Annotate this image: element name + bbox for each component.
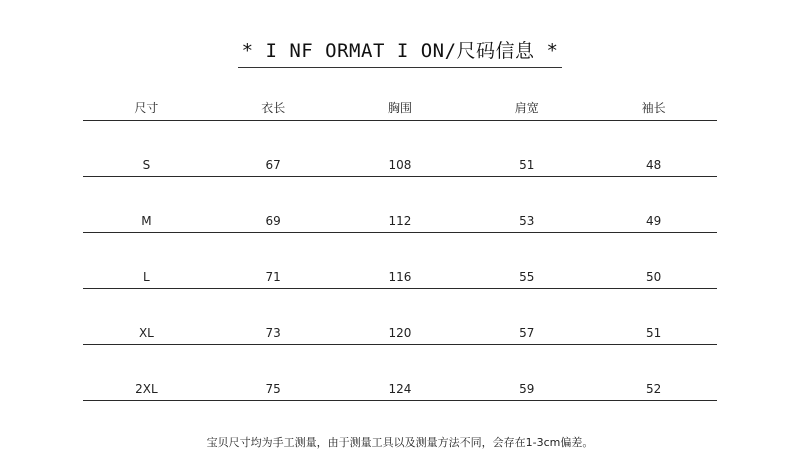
sleeve-cell: 52 [645, 382, 662, 396]
table-row [83, 177, 717, 233]
size-table [83, 94, 717, 401]
chest-cell: 112 [388, 214, 412, 228]
table-row [83, 233, 717, 289]
table-row [83, 345, 717, 401]
length-cell: 69 [265, 214, 281, 228]
shoulder-cell: 55 [519, 270, 535, 284]
size-cell: XL [138, 326, 154, 340]
measurement-note: 宝贝尺寸均为手工测量，由于测量工具以及测量方法不同，会存在1-3cm偏差。 [206, 436, 594, 449]
length-cell: 71 [265, 270, 281, 284]
column-header-chest: 胸围 [387, 100, 412, 115]
page-title: * I NF ORMAT I ON/尺码信息 * [238, 38, 563, 68]
sleeve-cell: 49 [645, 214, 662, 228]
table-row [83, 289, 717, 345]
length-cell: 75 [265, 382, 281, 396]
title-container [0, 38, 800, 68]
shoulder-cell: 51 [519, 158, 535, 172]
sleeve-cell: 48 [645, 158, 662, 172]
shoulder-cell: 53 [519, 214, 535, 228]
chest-cell: 116 [388, 270, 412, 284]
chest-cell: 108 [388, 158, 412, 172]
sleeve-cell: 51 [645, 326, 662, 340]
shoulder-cell: 59 [519, 382, 535, 396]
size-cell: S [142, 158, 151, 172]
shoulder-cell: 57 [519, 326, 535, 340]
size-cell: L [143, 270, 150, 284]
size-cell: 2XL [135, 382, 158, 396]
column-header-sleeve: 袖长 [641, 100, 666, 115]
table-header-row [83, 94, 717, 121]
length-cell: 73 [265, 326, 281, 340]
chest-cell: 124 [388, 382, 412, 396]
sleeve-cell: 50 [645, 270, 662, 284]
column-header-length: 衣长 [261, 100, 286, 115]
column-header-size: 尺寸 [134, 100, 159, 115]
column-header-shoulder: 肩宽 [514, 100, 539, 115]
table-row [83, 121, 717, 177]
size-cell: M [141, 214, 152, 228]
chest-cell: 120 [388, 326, 412, 340]
length-cell: 67 [265, 158, 281, 172]
